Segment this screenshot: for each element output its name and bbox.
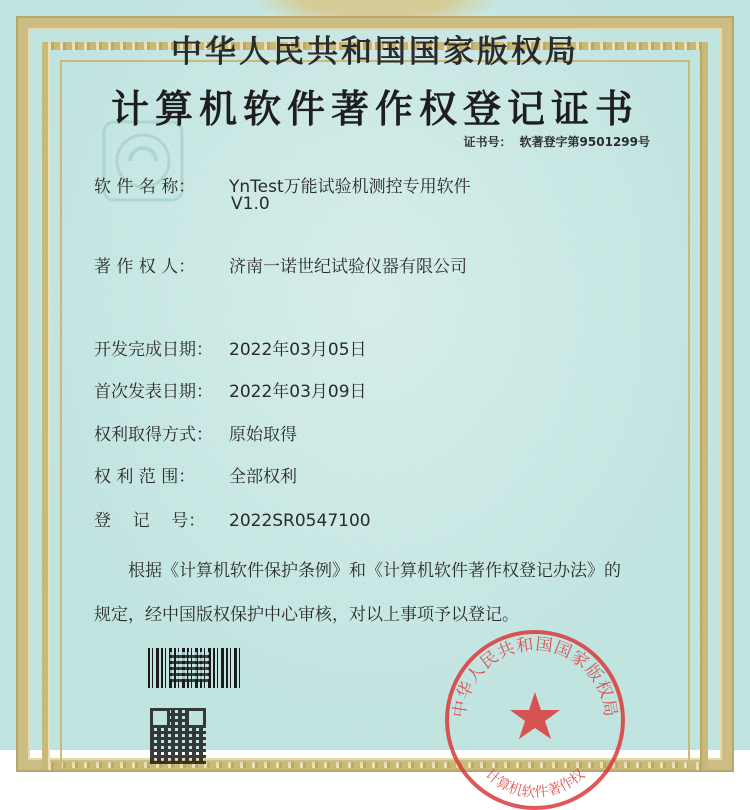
certificate-title: 计算机软件著作权登记证书 xyxy=(110,86,639,131)
field-first-publish-date xyxy=(94,377,367,402)
seal-subtext: 计算机软件著作权 xyxy=(481,766,589,802)
svg-text:计算机软件著作权 xyxy=(482,766,588,801)
completion-date-label: 开发完成日期： xyxy=(94,340,213,360)
barcode-pattern xyxy=(170,652,210,682)
rights-scope-label: 权 利 范 围： xyxy=(94,467,196,487)
registration-number-label: 登 记 号： xyxy=(94,511,206,531)
certificate-number xyxy=(456,133,650,150)
acquisition-method-value: 原始取得 xyxy=(229,425,297,445)
certificate-number-value: 软著登字第9501299号 xyxy=(519,135,650,149)
qr-code xyxy=(150,708,206,764)
statement-line-1: 根据《计算机软件保护条例》和《计算机软件著作权登记办法》的 xyxy=(128,561,621,581)
seal-text: 中华人民共和国国家版权局 xyxy=(449,634,621,719)
field-owner xyxy=(94,252,467,277)
field-acquisition-method xyxy=(94,420,297,445)
acquisition-method-label: 权利取得方式： xyxy=(94,425,213,445)
owner-label: 著 作 权 人： xyxy=(94,257,196,277)
software-name-label: 软 件 名 称： xyxy=(94,177,196,197)
owner-value: 济南一诺世纪试验仪器有限公司 xyxy=(229,257,467,277)
software-name-value: YnTest万能试验机测控专用软件 xyxy=(229,177,471,197)
official-seal-stamp xyxy=(440,620,630,810)
field-registration-number xyxy=(94,506,371,531)
completion-date-value: 2022年03月05日 xyxy=(229,340,367,360)
field-software-name xyxy=(94,172,471,214)
statement-line-2: 规定，经中国版权保护中心审核，对以上事项予以登记。 xyxy=(94,605,519,625)
registration-number-value: 2022SR0547100 xyxy=(229,511,371,531)
first-publish-date-label: 首次发表日期： xyxy=(94,382,213,402)
rights-scope-value: 全部权利 xyxy=(229,467,297,487)
field-rights-scope xyxy=(94,462,297,487)
first-publish-date-value: 2022年03月09日 xyxy=(229,382,367,402)
field-completion-date xyxy=(94,335,367,360)
certificate-number-label: 证书号： xyxy=(463,135,512,149)
software-version-value: V1.0 xyxy=(231,194,270,214)
issuing-authority: 中华人民共和国国家版权局 xyxy=(171,34,579,70)
seal-star-icon xyxy=(510,692,560,739)
